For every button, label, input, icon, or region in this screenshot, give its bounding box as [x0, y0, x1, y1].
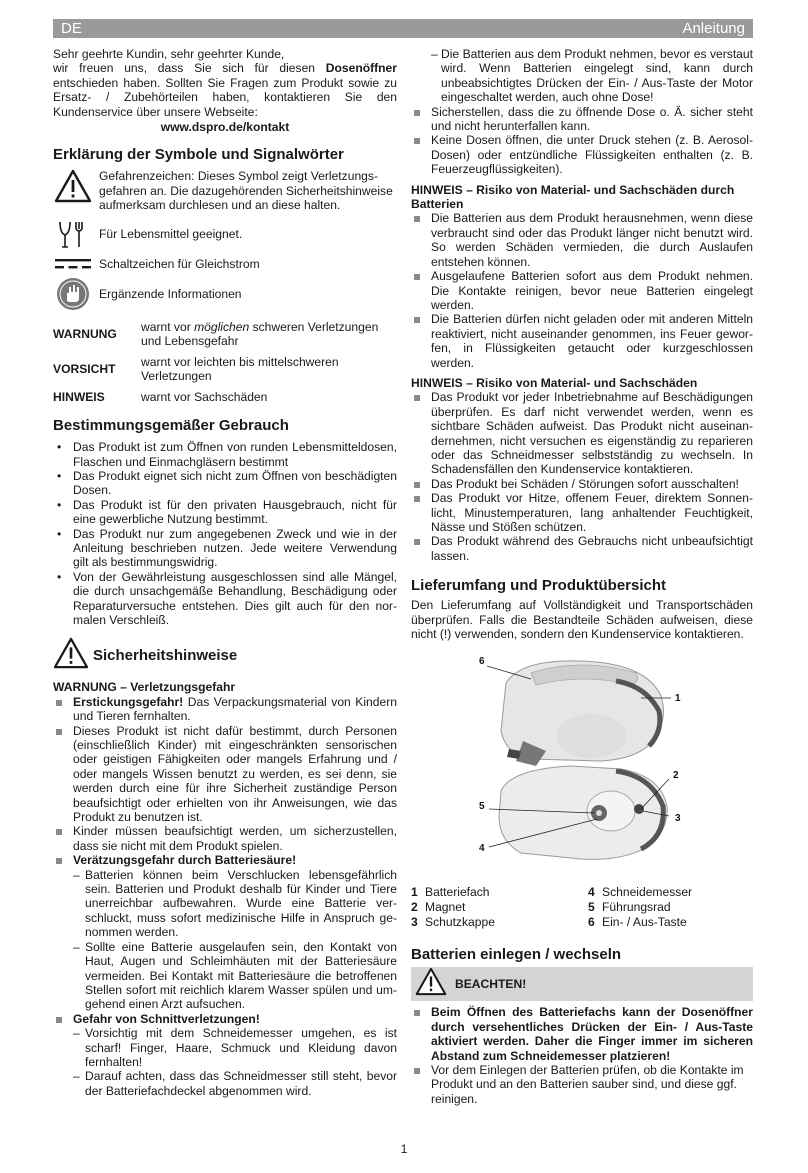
- legend-number: 1: [411, 885, 418, 900]
- header-title: Anleitung: [682, 20, 745, 37]
- page-header: [53, 19, 753, 38]
- warning-triangle-icon: [53, 637, 89, 674]
- legend-label: Führungsrad: [602, 900, 671, 915]
- list-item: • Das Produkt eignet sich nicht zum Öffnen von beschädigten Dosen.: [53, 469, 397, 498]
- scope-text: Den Lieferumfang auf Vollständigkeit und Transportschäden überprüfen. Falls die Bestandteile Schäden aufweisen, diese nicht (!) verwenden, sondern den Kundenservice kontaktieren.: [411, 598, 753, 642]
- signal-row: [53, 317, 397, 352]
- symbol-danger: [53, 169, 397, 212]
- battery-heading: Batterien einlegen / wechseln: [411, 946, 622, 964]
- legend-label: Schneidemesser: [602, 885, 693, 900]
- list-item: – Darauf achten, dass das Schneidmesser still steht, bevor der Batteriefachdeckel abgenommen wird.: [53, 1069, 397, 1098]
- signal-key: VORSICHT: [53, 362, 116, 377]
- signal-desc: warnt vor Sachschäden: [141, 389, 268, 404]
- signal-key: WARNUNG: [53, 327, 117, 342]
- symbol-info-text: Ergänzende Informationen: [99, 286, 242, 301]
- symbol-dc-text: Schaltzeichen für Gleichstrom: [99, 256, 260, 271]
- signal-words-table: [53, 317, 397, 407]
- list-item: Vor dem Einlegen der Batterien prüfen, ob die Kontakte im Produkt und an den Batterien sauber sind, und diese ggf. reinigen.: [411, 1063, 753, 1106]
- symbol-info: [53, 277, 397, 311]
- signal-desc: warnt vor möglichen schweren Verletzungen und Lebensgefahr: [141, 320, 379, 349]
- list-item: Ausgelaufene Batterien sofort aus dem Produkt nehmen. Die Kontakte reinigen, bevor neue Batterien eingelegt werden.: [411, 269, 753, 312]
- list-item: Dieses Produkt ist nicht dafür bestimmt, durch Personen (einschließlich Kinder) mit eingeschränkten sensorischen oder geistigen Fähigkeiten oder mangels Erfahrung und / oder mangels Wissen benutzt zu werden, es sei denn, sie werden durch eine für ihre Sicherheit zuständige Person beaufsichtigt oder erhielten von ihr Anweisungen, wie das Produkt zu benutzen ist.: [53, 724, 397, 825]
- symbol-food: [53, 219, 397, 251]
- caution-box: [411, 967, 753, 1001]
- right-column: [411, 47, 753, 1106]
- list-item: Die Batterien dürfen nicht geladen oder mit anderen Mitteln reaktiviert, nicht auseinander genommen, ins Feuer geworfen, in Flüssigkeiten getaucht oder kurzgeschlossen werden.: [411, 312, 753, 370]
- symbol-food-text: Für Lebensmittel geeignet.: [99, 227, 243, 242]
- cut-list: [53, 1026, 397, 1098]
- callout-3: 3: [675, 813, 681, 825]
- list-item: • Das Produkt nur zum angegebenen Zweck und wie in der Anleitung beschrieben nutzen. Jede weitere Verwendung gilt als bestimmungswidrig.: [53, 527, 397, 570]
- can-opener-illustration: [411, 651, 753, 881]
- left-column: [53, 47, 397, 1098]
- legend-label: Schutzkappe: [425, 915, 495, 930]
- list-item: Das Produkt vor jeder Inbetriebnahme auf Beschädigungen überprüfen. Es darf nicht verwendet werden, wenn es sichtbare Schäden aufweist. Das Produkt nicht auseinandernehmen, nicht versuchen es eigenständig zu reparieren oder das Schneidmesser selbstständig zu wechseln. In Schadensfällen den Kundenservice kontaktieren.: [411, 390, 753, 476]
- food-safe-icon: [53, 219, 93, 251]
- warning-triangle-icon: [415, 967, 447, 1001]
- parts-legend: [411, 885, 753, 930]
- usage-heading: Bestimmungsgemäßer Gebrauch: [53, 417, 289, 435]
- legend-label: Ein- / Aus-Taste: [602, 915, 687, 930]
- list-item: Die Batterien aus dem Produkt herausnehmen, wenn diese verbraucht sind oder das Produkt länger nicht benutzt wird. So werden Schäden vermieden, die durch Auslaufen entstehen können.: [411, 211, 753, 269]
- continued-dash-list: [411, 47, 753, 105]
- symbol-dc: [53, 257, 397, 271]
- language-code: DE: [61, 20, 82, 37]
- direct-current-icon: [53, 257, 93, 271]
- list-item: – Vorsichtig mit dem Schneidemesser umgehen, es ist scharf! Finger, Haare, Schmuck und Kleidung davon fernhalten!: [53, 1026, 397, 1069]
- page-number: 1: [400, 1142, 408, 1156]
- scope-heading: Lieferumfang und Produktübersicht: [411, 577, 667, 595]
- intro-text: wir freuen uns, dass Sie sich für diesen Dosenöffner entschieden haben. Sollten Sie Fragen zum Produkt sowie zu Ersatz- / Zubehörteilen haben, kontaktieren Sie den Kundenservice über unsere Webseite:: [53, 61, 397, 119]
- safety-heading-row: [53, 637, 397, 674]
- notice-battery-heading: HINWEIS – Risiko von Material- und Sachschäden durch Batterien: [411, 182, 735, 212]
- legend-number: 5: [588, 900, 595, 915]
- list-item: Beim Öffnen des Batteriefachs kann der Dosenöffner durch versehentliches Drücken der Ein- / Aus-Taste aktiviert werden. Daher die Finger immer im sicheren Abstand zum Schneidemesser platzieren!: [411, 1005, 753, 1063]
- list-item: – Die Batterien aus dem Produkt nehmen, bevor es verstaut wird. Wenn Batterien eingelegt sind, kann durch unbeabsichtigtes Drücken der Ein- / Aus-Taste der Motor eingeschaltet werden, auch ohne Dose!: [411, 47, 753, 105]
- warning-subheading: WARNUNG – Verletzungsgefahr: [53, 680, 236, 695]
- contact-url[interactable]: www.dspro.de/kontakt: [160, 120, 290, 135]
- signal-desc: warnt vor leichten bis mittelschweren Verletzungen: [141, 354, 339, 384]
- signal-row: [53, 352, 397, 387]
- list-item: Keine Dosen öffnen, die unter Druck stehen (z. B. Aerosol-Dosen) oder entzündliche Flüssigkeiten enthalten (z. B. Feuerzeugflüssigkeiten).: [411, 133, 753, 176]
- legend-label: Magnet: [425, 900, 466, 915]
- symbols-heading: Erklärung der Symbole und Signalwörter: [53, 146, 344, 164]
- continued-list: [411, 105, 753, 177]
- list-item: • Von der Gewährleistung ausgeschlossen sind alle Mängel, die durch unsachgemäße Behandlung, Beschädigung oder Reparaturversuche entstehen. Dies gilt auch für den normalen Verschleiß.: [53, 570, 397, 628]
- callout-1: 1: [675, 693, 681, 705]
- symbol-danger-text: Gefahrenzeichen: Dieses Symbol zeigt Verletzungsgefahren an. Die dazugehörenden Sicherheitshinweise aufmerksam durchlesen und an diese halten.: [99, 169, 393, 213]
- callout-6: 6: [479, 656, 485, 668]
- callout-5: 5: [479, 801, 485, 813]
- list-item: Verätzungsgefahr durch Batteriesäure!: [53, 853, 397, 867]
- list-item: Kinder müssen beaufsichtigt werden, um sicherzustellen, dass sie nicht mit dem Produkt spielen.: [53, 824, 397, 853]
- notice-battery-list: [411, 211, 753, 369]
- legend-number: 6: [588, 915, 595, 930]
- list-item: Das Produkt vor Hitze, offenem Feuer, direktem Sonnenlicht, Minustemperaturen, lang anhaltender Feuchtigkeit, Nässe und Stößen schützen.: [411, 491, 753, 534]
- product-figure: [411, 651, 753, 881]
- warning-triangle-icon: [53, 169, 93, 203]
- signal-key: HINWEIS: [53, 389, 105, 404]
- acid-list: [53, 868, 397, 1012]
- legend-number: 4: [588, 885, 595, 900]
- signal-row: [53, 387, 397, 407]
- cut-list-title: [53, 1012, 397, 1026]
- list-item: • Das Produkt ist für den privaten Hausgebrauch, nicht für eine gewerbliche Nutzung bestimmt.: [53, 498, 397, 527]
- legend-number: 3: [411, 915, 418, 930]
- list-item: – Sollte eine Batterie ausgelaufen sein, den Kontakt von Haut, Augen und Schleimhäuten mit der Batteriesäure vermeiden. Bei Kontakt mit Batteriesäure die betroffenen Stellen sofort mit reichlich klarem Wasser spülen und umgehend einen Arzt aufsuchen.: [53, 940, 397, 1012]
- list-item: Das Produkt während des Gebrauchs nicht unbeaufsichtigt lassen.: [411, 534, 753, 563]
- battery-list: [411, 1005, 753, 1106]
- list-item: Gefahr von Schnittverletzungen!: [53, 1012, 397, 1026]
- list-item: • Das Produkt ist zum Öffnen von runden Lebensmitteldosen, Flaschen und Einmachgläsern bestimmt: [53, 440, 397, 469]
- safety-list: [53, 695, 397, 868]
- list-item: Sicherstellen, dass die zu öffnende Dose o. Ä. sicher steht und nicht herunterfallen kann.: [411, 105, 753, 134]
- usage-list: [53, 440, 397, 627]
- callout-2: 2: [673, 770, 679, 782]
- legend-number: 2: [411, 900, 418, 915]
- list-item: Erstickungsgefahr! Das Verpackungsmaterial von Kindern und Tieren fernhalten.: [53, 695, 397, 724]
- greeting: Sehr geehrte Kundin, sehr geehrter Kunde,: [53, 47, 285, 61]
- notice-damage-list: [411, 390, 753, 563]
- list-item: – Batterien können beim Verschlucken lebensgefährlich sein. Batterien und Produkt deshalb für Kinder und Tiere unerreichbar aufbewahren. Wurde eine Batterie verschluckt, muss sofort medizinische Hilfe in Anspruch genommen werden.: [53, 868, 397, 940]
- caution-label: BEACHTEN!: [455, 977, 527, 992]
- notice-damage-heading: HINWEIS – Risiko von Material- und Sachschäden: [411, 375, 698, 390]
- can-opener-top-view: [501, 661, 663, 766]
- list-item: Das Produkt bei Schäden / Störungen sofort ausschalten!: [411, 477, 753, 491]
- legend-label: Batteriefach: [425, 885, 490, 900]
- info-hand-icon: [53, 277, 93, 311]
- callout-4: 4: [479, 843, 485, 855]
- safety-heading: Sicherheitshinweise: [93, 647, 238, 665]
